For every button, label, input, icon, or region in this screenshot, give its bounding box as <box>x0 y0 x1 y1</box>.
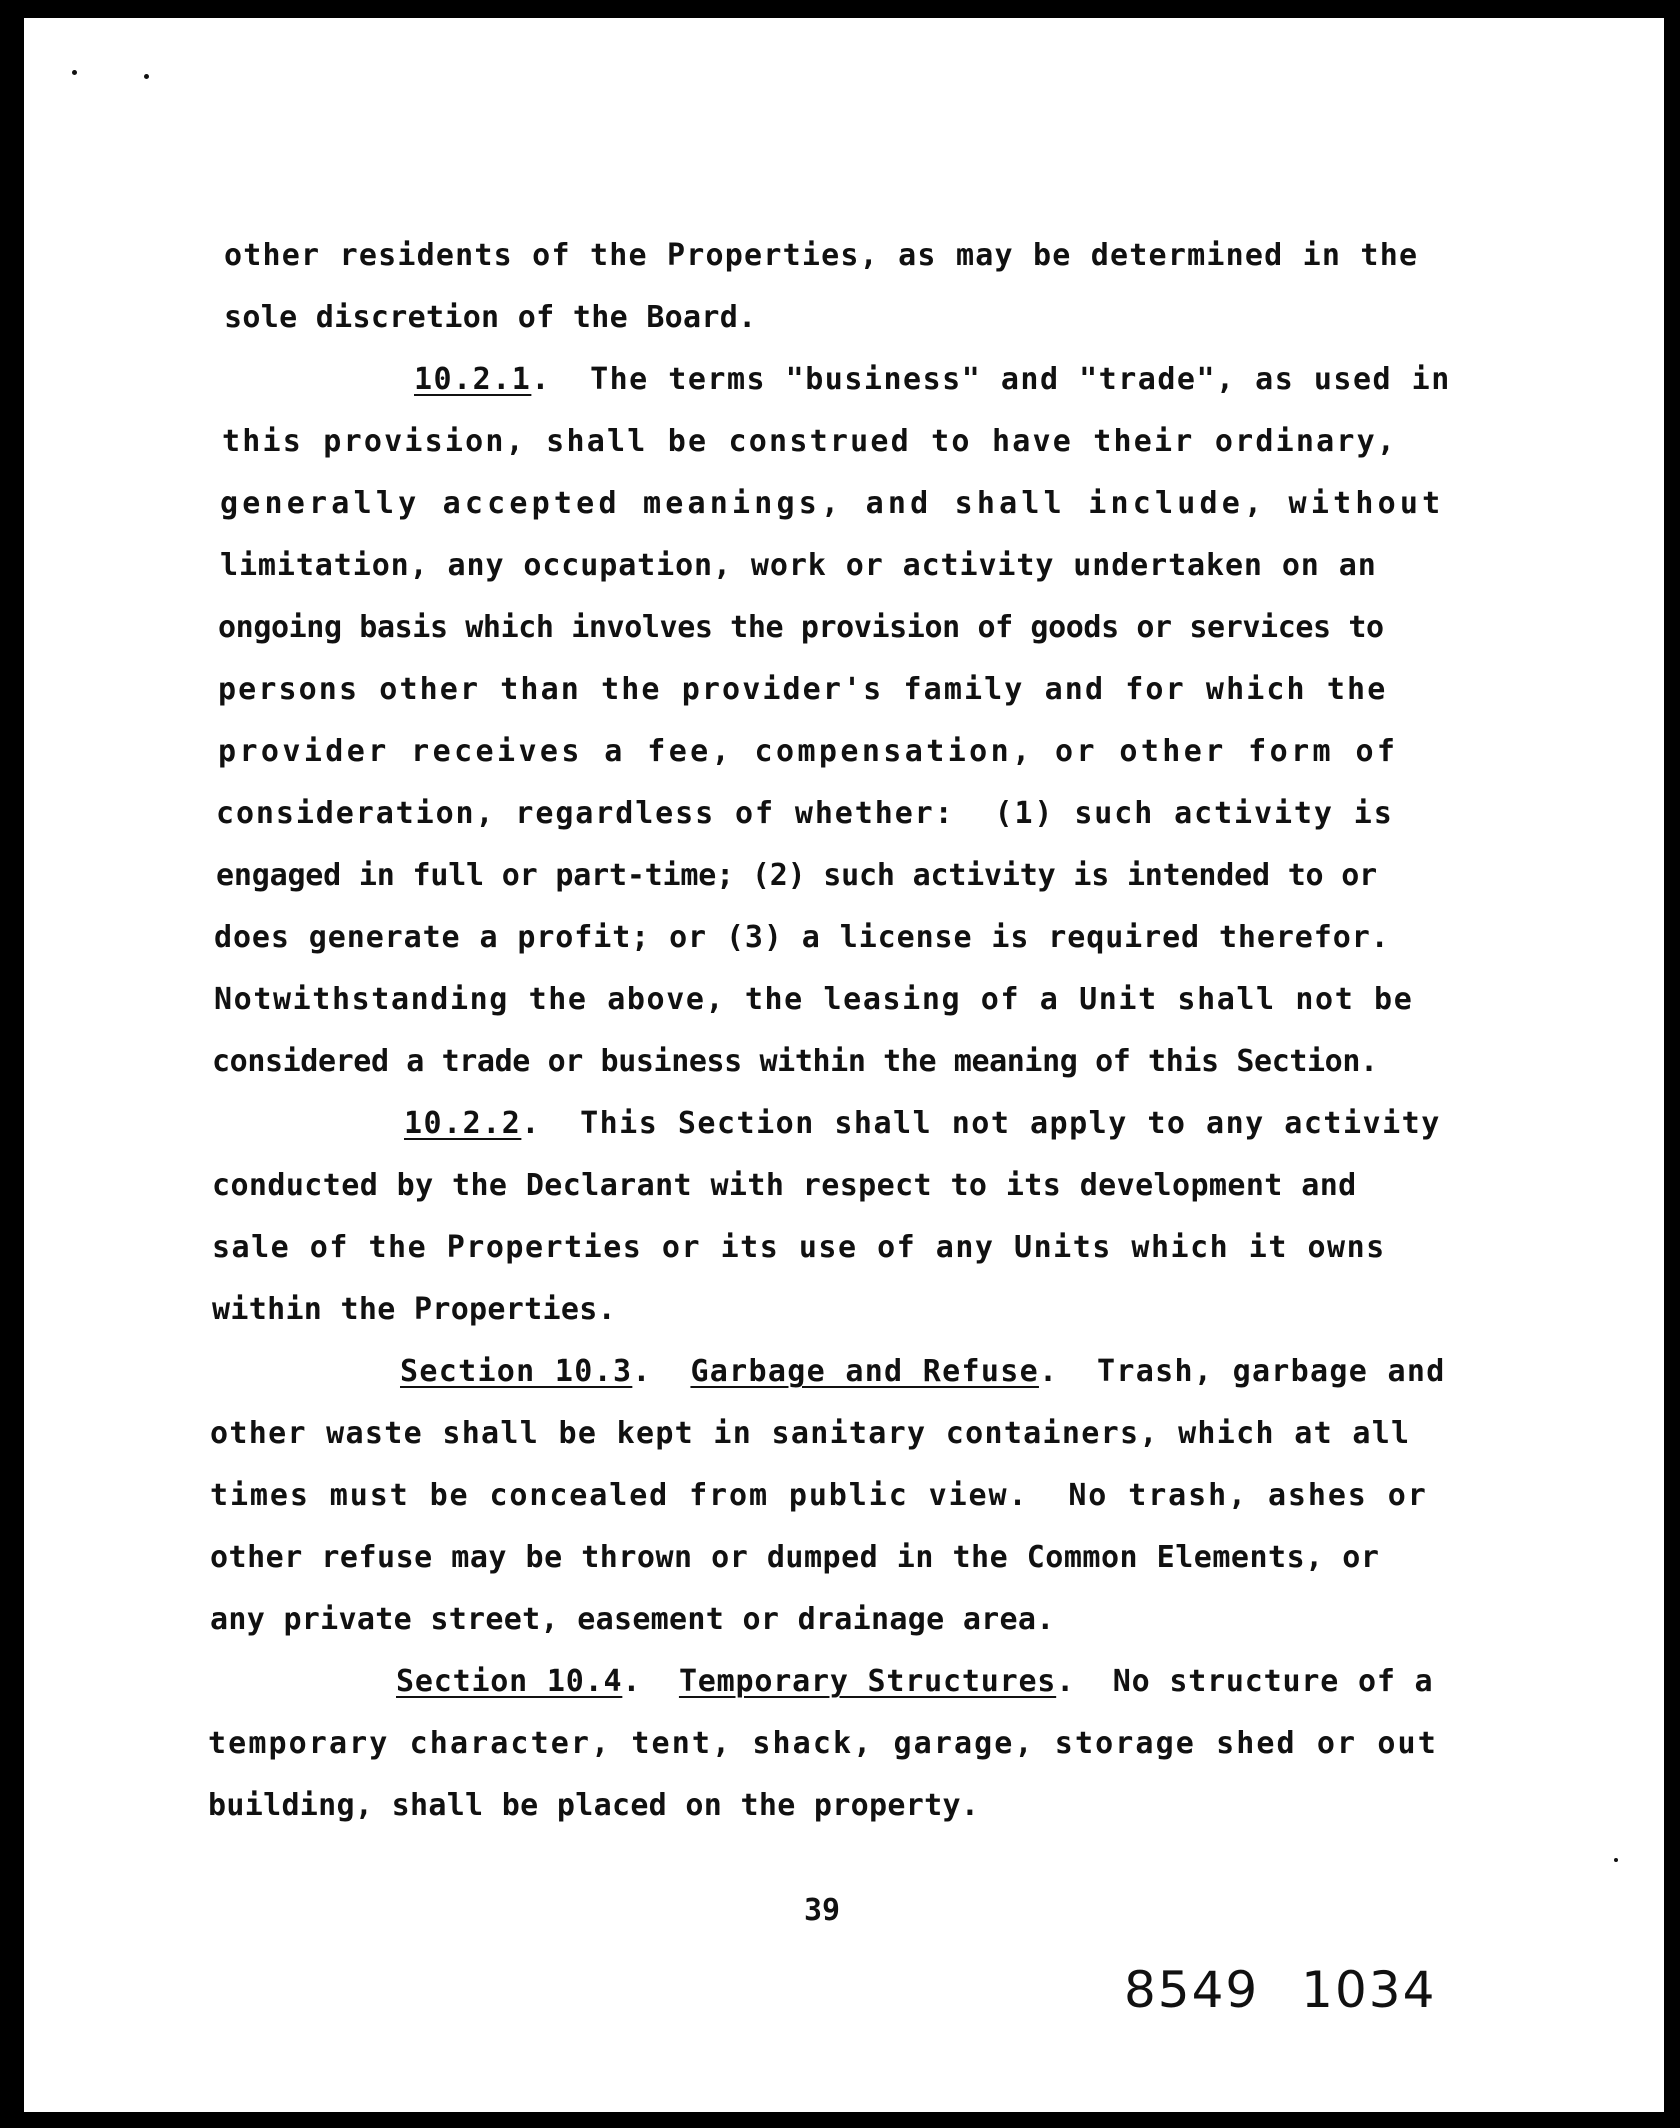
paragraph-10-2-1-first-line: 10.2.1. The terms "business" and "trade", as used in <box>414 362 1451 397</box>
body-line: other residents of the Properties, as may be determined in the <box>224 238 1419 273</box>
body-line: generally accepted meanings, and shall include, without <box>220 486 1445 521</box>
section-10-3-first-line: Section 10.3. Garbage and Refuse. Trash, garbage and <box>400 1354 1446 1389</box>
document-number: 8549 1034 <box>1124 1961 1437 2019</box>
scan-speck <box>144 74 149 79</box>
body-line: ongoing basis which involves the provision of goods or services to <box>218 610 1384 645</box>
body-line: other refuse may be thrown or dumped in the Common Elements, or <box>210 1540 1380 1575</box>
body-line: conducted by the Declarant with respect to its development and <box>212 1168 1357 1203</box>
section-10-3-number: Section 10.3 <box>400 1354 633 1389</box>
body-line: this provision, shall be construed to have their ordinary, <box>222 424 1398 459</box>
body-line: consideration, regardless of whether: (1) such activity is <box>216 796 1394 831</box>
body-line: building, shall be placed on the property. <box>208 1788 980 1823</box>
body-line: times must be concealed from public view. No trash, ashes or <box>210 1478 1428 1513</box>
body-line: limitation, any occupation, work or activity undertaken on an <box>220 548 1377 583</box>
body-line: The terms "business" and "trade", as used in <box>590 362 1451 397</box>
body-line: sale of the Properties or its use of any Units which it owns <box>212 1230 1386 1265</box>
scan-speck <box>1614 1858 1618 1862</box>
body-line: considered a trade or business within the meaning of this Section. <box>212 1044 1378 1079</box>
body-line: provider receives a fee, compensation, or other form of <box>218 734 1399 769</box>
body-line: sole discretion of the Board. <box>224 300 757 335</box>
section-10-4-first-line: Section 10.4. Temporary Structures. No structure of a <box>396 1664 1434 1699</box>
body-line: any private street, easement or drainage area. <box>210 1602 1055 1637</box>
section-10-4-title: Temporary Structures <box>678 1664 1057 1699</box>
scan-speck <box>72 70 77 75</box>
body-line: persons other than the provider's family and for which the <box>218 672 1388 707</box>
body-line: No structure of a <box>1112 1664 1434 1699</box>
body-line: does generate a profit; or (3) a license is required therefor. <box>214 920 1390 955</box>
body-line: engaged in full or part-time; (2) such activity is intended to or <box>216 858 1377 893</box>
body-line: temporary character, tent, shack, garage, storage shed or out <box>208 1726 1438 1761</box>
document-page <box>24 18 1664 2112</box>
section-10-4-number: Section 10.4 <box>396 1664 623 1699</box>
paragraph-number-10-2-2: 10.2.2 <box>404 1106 522 1141</box>
section-10-3-title: Garbage and Refuse <box>690 1354 1039 1389</box>
page-number: 39 <box>804 1893 841 1928</box>
body-line: within the Properties. <box>212 1292 616 1327</box>
body-line: Trash, garbage and <box>1097 1354 1446 1389</box>
body-line: This Section shall not apply to any activity <box>580 1106 1441 1141</box>
body-line: Notwithstanding the above, the leasing of a Unit shall not be <box>214 982 1414 1017</box>
paragraph-10-2-2-first-line: 10.2.2. This Section shall not apply to any activity <box>404 1106 1441 1141</box>
body-line: other waste shall be kept in sanitary containers, which at all <box>210 1416 1411 1451</box>
paragraph-number-10-2-1: 10.2.1 <box>414 362 532 397</box>
